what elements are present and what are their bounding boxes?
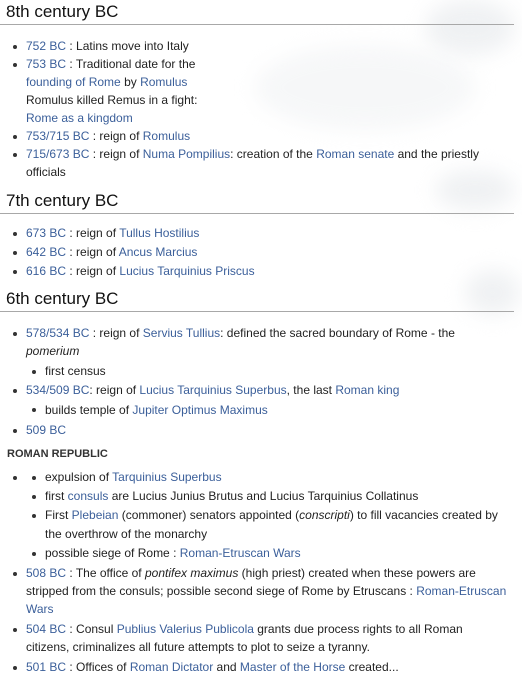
list-item-753bc: 753 BC : Traditional date for the founding of Rome by Romulus Romulus killed Remus in a fight: Rome as a kingdom [0, 55, 522, 127]
link-752bc[interactable]: 752 BC [26, 39, 67, 53]
link-roman-etruscan-wars[interactable]: Roman-Etruscan Wars [179, 546, 301, 560]
list-6th-century [0, 324, 522, 440]
list-roman-republic [0, 468, 522, 676]
list-7th-century [0, 224, 522, 281]
list-item-first-census: first census [0, 362, 522, 381]
link-616bc[interactable]: 616 BC [26, 264, 67, 278]
link-roman-senate[interactable]: Roman senate [316, 147, 395, 161]
list-item-753-715bc: 753/715 BC : reign of Romulus [0, 127, 522, 145]
link-lucius-tarquinius-superbus[interactable]: Lucius Tarquinius Superbus [139, 383, 287, 397]
link-publius-valerius-publicola[interactable]: Publius Valerius Publicola [116, 622, 254, 636]
list-item-possible-siege: possible siege of Rome : Roman-Etruscan Wars [0, 544, 522, 563]
list-8th-century [0, 37, 522, 181]
list-item-642bc: 642 BC : reign of Ancus Marcius [0, 243, 522, 262]
link-numa-pompilius[interactable]: Numa Pompilius [142, 147, 231, 161]
list-item-first-consuls: first consuls are Lucius Junius Brutus and Lucius Tarquinius Collatinus [0, 487, 522, 506]
link-715-673bc[interactable]: 715/673 BC [26, 147, 90, 161]
list-item-715-673bc: 715/673 BC : reign of Numa Pompilius: creation of the Roman senate and the priestly officials [0, 145, 522, 181]
link-roman-dictator[interactable]: Roman Dictator [129, 660, 214, 674]
link-534-509bc[interactable]: 534/509 BC [26, 383, 90, 397]
link-plebeian[interactable]: Plebeian [71, 508, 119, 522]
list-item-501bc: 501 BC : Offices of Roman Dictator and Master of the Horse created... [0, 658, 522, 676]
link-tarquinius-superbus[interactable]: Tarquinius Superbus [112, 470, 222, 484]
pomerium-text: pomerium [26, 344, 80, 358]
list-item-673bc: 673 BC : reign of Tullus Hostilius [0, 224, 522, 243]
link-consuls[interactable]: consuls [67, 489, 109, 503]
link-509bc[interactable]: 509 BC [26, 423, 67, 437]
list-item-504bc: 504 BC : Consul Publius Valerius Publicola grants due process rights to all Roman citizens, criminalizes all future attempts to plot to seize a tyranny. [0, 620, 522, 656]
list-item-509bc [0, 421, 522, 440]
link-jupiter-optimus-maximus[interactable]: Jupiter Optimus Maximus [132, 403, 268, 417]
list-item-578-534bc: 578/534 BC : reign of Servius Tullius: defined the sacred boundary of Rome - the pomerium [0, 324, 522, 360]
link-753bc[interactable]: 753 BC [26, 57, 67, 71]
list-item-plebeian-senators: First Plebeian (commoner) senators appointed (conscripti) to fill vacancies created by the overthrow of the monarchy [0, 506, 522, 544]
link-tullus-hostilius[interactable]: Tullus Hostilius [119, 226, 200, 240]
link-founding-of-rome[interactable]: founding of Rome [26, 75, 121, 89]
link-rome-as-a-kingdom[interactable]: Rome as a kingdom [26, 111, 133, 125]
link-romulus[interactable]: Romulus [140, 75, 188, 89]
link-504bc[interactable]: 504 BC [26, 622, 67, 636]
section-heading-8th-century: 8th century BC [0, 2, 514, 25]
section-heading-6th-century: 6th century BC [0, 289, 514, 312]
link-lucius-tarquinius-priscus[interactable]: Lucius Tarquinius Priscus [119, 264, 255, 278]
list-item-builds-temple: builds temple of Jupiter Optimus Maximus [0, 400, 522, 421]
link-501bc[interactable]: 501 BC [26, 660, 67, 674]
list-item-508bc: 508 BC : The office of pontifex maximus (high priest) created when these powers are stripped from the consuls; possible second siege of Rome by Etruscans : Roman-Etruscan Wars [0, 564, 522, 618]
section-heading-7th-century: 7th century BC [0, 191, 514, 214]
link-master-of-the-horse[interactable]: Master of the Horse [239, 660, 346, 674]
link-673bc[interactable]: 673 BC [26, 226, 67, 240]
link-wars[interactable]: Wars [26, 602, 54, 616]
link-romulus-reign[interactable]: Romulus [142, 129, 191, 143]
list-item-752bc: 752 BC : Latins move into Italy [0, 37, 522, 55]
list-item-534-509bc: 534/509 BC: reign of Lucius Tarquinius Superbus, the last Roman king [0, 381, 522, 400]
link-servius-tullius[interactable]: Servius Tullius [142, 326, 221, 340]
link-642bc[interactable]: 642 BC [26, 245, 67, 259]
link-753-715bc[interactable]: 753/715 BC [26, 129, 90, 143]
bullet-outer [13, 476, 17, 480]
link-ancus-marcius[interactable]: Ancus Marcius [118, 245, 198, 259]
roman-republic-heading: ROMAN REPUBLIC [7, 448, 108, 460]
list-item-expulsion: expulsion of Tarquinius Superbus [0, 468, 522, 487]
link-roman-king[interactable]: Roman king [335, 383, 400, 397]
link-roman-etruscan-wars-2[interactable]: Roman-Etruscan [416, 584, 507, 598]
link-578-534bc[interactable]: 578/534 BC [26, 326, 90, 340]
list-item-616bc: 616 BC : reign of Lucius Tarquinius Priscus [0, 262, 522, 281]
link-508bc[interactable]: 508 BC [26, 566, 67, 580]
